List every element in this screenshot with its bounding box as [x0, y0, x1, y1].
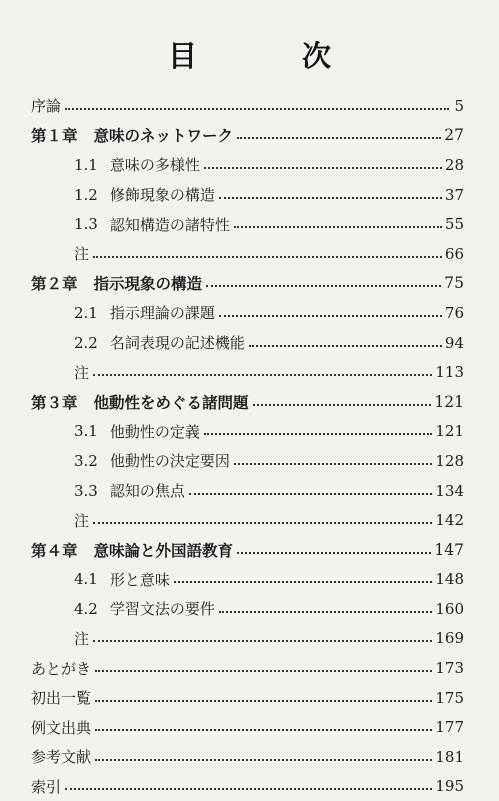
toc-entry-label: 注 [74, 245, 90, 264]
dot-leader [65, 108, 449, 110]
toc-entry-number: 4.1 [74, 570, 98, 589]
dot-leader [206, 285, 441, 287]
toc-entry-sub [31, 417, 464, 447]
toc-entry-label: 形と意味 [109, 570, 170, 589]
toc-entry-page-number: 169 [435, 629, 464, 648]
toc-entry-label: 指示現象の構造 [93, 274, 203, 294]
toc-entry-label: 他動性の決定要因 [109, 452, 230, 471]
toc-entry-page-number: 121 [434, 392, 464, 411]
toc-entry-label: 注 [74, 629, 90, 648]
dot-leader [204, 433, 432, 435]
toc-entry-label: あとがき [31, 659, 92, 678]
toc-entry-sub [31, 298, 464, 328]
toc-entry-chapter [31, 535, 464, 565]
toc-entry-page-number: 28 [444, 155, 464, 174]
toc-entry-page-number: 66 [444, 244, 464, 263]
toc-entry-label: 修飾現象の構造 [109, 186, 215, 205]
toc-entry-number: 第１章 [31, 126, 78, 146]
toc-entry-note [31, 505, 464, 535]
toc-entry-number: 2.1 [74, 303, 98, 322]
toc-entry-number: 3.3 [74, 481, 98, 500]
toc-entry-number: 2.2 [74, 333, 98, 352]
toc-entry-number: 第２章 [31, 274, 78, 294]
toc-entry-number: 1.3 [74, 215, 98, 234]
toc-entry-number: 3.2 [74, 451, 98, 470]
toc-entry-page-number: 27 [444, 126, 464, 145]
dot-leader [93, 640, 432, 642]
toc-entry-chapter [31, 269, 464, 299]
toc-entry-number: 1.1 [74, 155, 98, 174]
toc-entry-label: 初出一覧 [31, 689, 92, 708]
toc-entry-page-number: 160 [435, 599, 464, 618]
dot-leader [219, 611, 432, 613]
toc-entry-sub [31, 476, 464, 506]
toc-entry-label: 注 [74, 511, 90, 530]
toc-entry-sub [31, 446, 464, 476]
dot-leader [219, 315, 442, 317]
dot-leader [234, 463, 432, 465]
toc-entry-page-number: 181 [435, 747, 464, 766]
dot-leader [253, 404, 432, 406]
toc-entry-sub [31, 594, 464, 624]
toc-entry-number: 4.2 [74, 599, 98, 618]
toc-entry-page-number: 142 [435, 511, 464, 530]
toc-entry-page-number: 195 [435, 777, 464, 796]
dot-leader [65, 788, 432, 790]
toc-entry-chapter [31, 387, 464, 417]
dot-leader [95, 700, 432, 702]
toc-entry-page-number: 175 [435, 688, 464, 707]
dot-leader [93, 522, 432, 524]
dot-leader [95, 729, 432, 731]
toc-entry-top [31, 683, 464, 713]
toc-entry-page-number: 147 [434, 540, 464, 559]
toc-entry-label: 索引 [31, 777, 62, 796]
dot-leader [189, 493, 432, 495]
toc-entry-page-number: 173 [435, 659, 464, 678]
toc-entry-label: 他動性をめぐる諸問題 [93, 392, 249, 412]
toc-entry-sub [31, 180, 464, 210]
toc-entry-label: 学習文法の要件 [109, 600, 215, 619]
dot-leader [237, 552, 431, 554]
toc-entry-sub [31, 209, 464, 239]
toc-entry-page-number: 128 [435, 451, 464, 470]
toc-entry-label: 注 [74, 363, 90, 382]
toc-entry-page-number: 121 [435, 422, 464, 441]
toc-entry-label: 序論 [31, 97, 62, 116]
toc-entry-label: 例文出典 [31, 718, 92, 737]
toc-entry-number: 第３章 [31, 392, 78, 412]
toc-entry-label: 参考文献 [31, 748, 92, 767]
toc-entry-page-number: 113 [435, 363, 464, 382]
toc-entry-label: 他動性の定義 [109, 422, 200, 441]
toc-entry-label: 意味の多様性 [109, 156, 200, 175]
toc-entry-sub [31, 150, 464, 180]
toc-entry-top [31, 91, 464, 121]
dot-leader [249, 345, 442, 347]
toc-entry-note [31, 357, 464, 387]
toc-entry-note [31, 239, 464, 269]
dot-leader [95, 759, 432, 761]
toc-entry-page-number: 94 [444, 333, 464, 352]
toc-entry-top [31, 712, 464, 742]
toc-entry-number: 3.1 [74, 422, 98, 441]
toc-entry-page-number: 37 [444, 185, 464, 204]
dot-leader [93, 256, 442, 258]
page-title: 目 次 [167, 39, 369, 73]
toc-entry-label: 指示理論の課題 [109, 304, 215, 323]
toc-entry-page-number: 76 [444, 303, 464, 322]
toc-entry-label: 意味のネットワーク [93, 126, 234, 146]
toc-entry-top [31, 653, 464, 683]
toc-entry-label: 意味論と外国語教育 [93, 540, 234, 560]
toc-entry-page-number: 5 [454, 96, 464, 115]
toc-entry-label: 認知構造の諸特性 [109, 215, 230, 234]
toc-entry-sub [31, 328, 464, 358]
toc-entry-page-number: 148 [435, 570, 464, 589]
toc-entry-number: 1.2 [74, 185, 98, 204]
dot-leader [234, 226, 442, 228]
toc-entry-top [31, 742, 464, 772]
toc-entry-label: 認知の焦点 [109, 482, 185, 501]
dot-leader [95, 670, 432, 672]
table-of-contents [31, 91, 464, 801]
toc-entry-note [31, 624, 464, 654]
toc-entry-sub [31, 565, 464, 595]
toc-entry-page-number: 177 [435, 718, 464, 737]
toc-entry-number: 第４章 [31, 540, 78, 560]
dot-leader [174, 581, 432, 583]
toc-entry-label: 名詞表現の記述機能 [109, 334, 245, 353]
toc-entry-page-number: 55 [444, 215, 464, 234]
toc-entry-chapter [31, 121, 464, 151]
toc-entry-page-number: 75 [444, 274, 464, 293]
dot-leader [204, 167, 442, 169]
dot-leader [237, 137, 441, 139]
toc-entry-page-number: 134 [435, 481, 464, 500]
dot-leader [93, 374, 432, 376]
dot-leader [219, 197, 442, 199]
toc-entry-top [31, 772, 464, 801]
